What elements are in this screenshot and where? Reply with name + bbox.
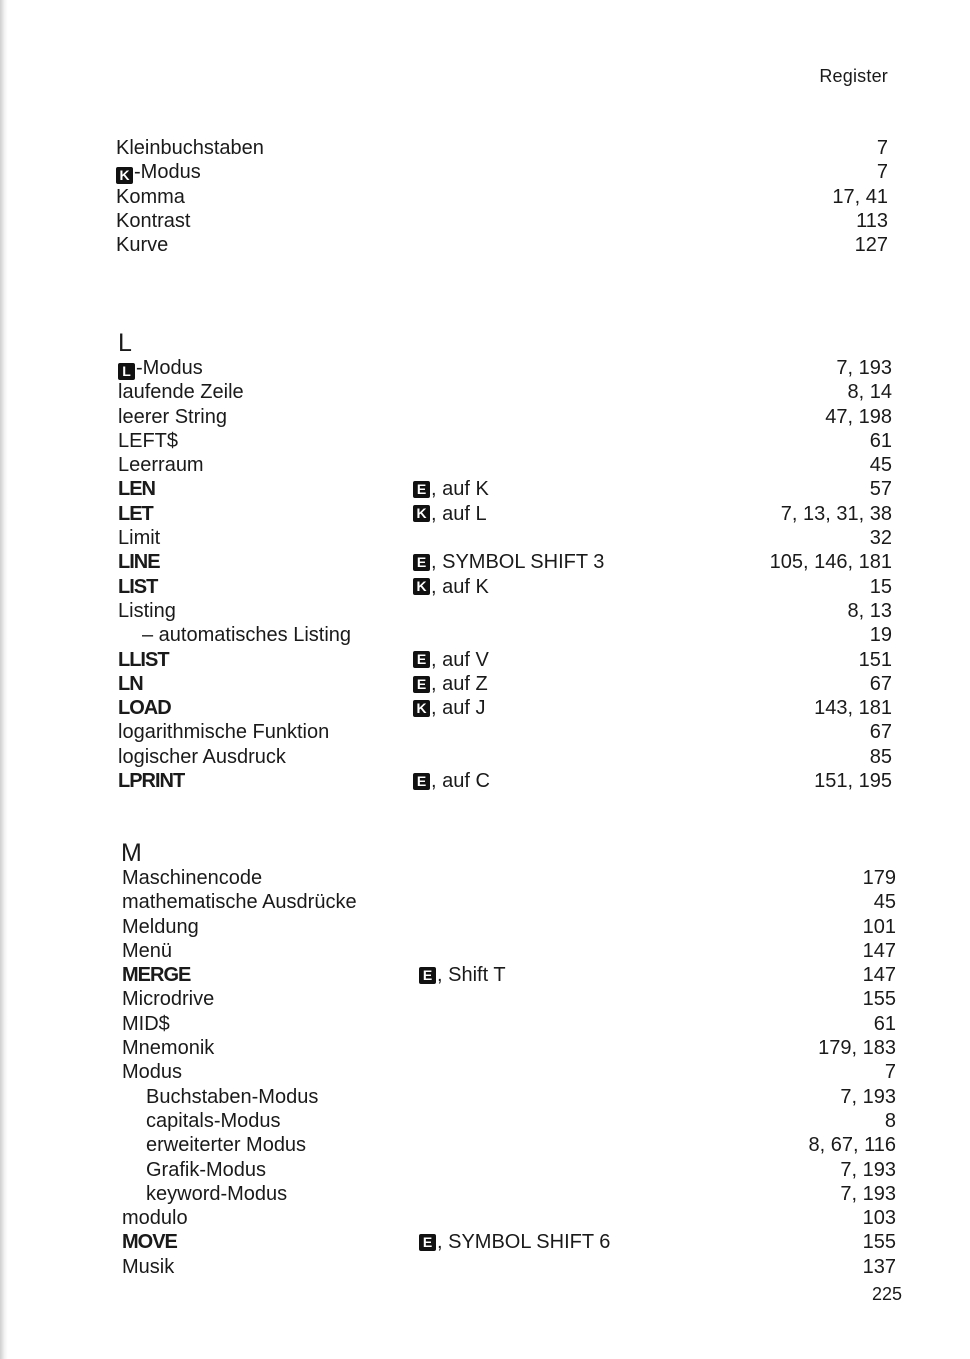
- entry-term: [122, 1012, 170, 1036]
- entry-term: [116, 160, 201, 184]
- key-hint-text: , auf K: [431, 478, 489, 501]
- entry-term: [122, 939, 172, 963]
- index-entry: [0, 185, 970, 209]
- index-entry: [0, 1012, 970, 1036]
- entry-term: [122, 1182, 287, 1206]
- entry-term-text: erweiterter Modus: [146, 1134, 307, 1157]
- key-hint-text: , auf L: [431, 502, 487, 525]
- entry-pages: 8, 67, 116: [808, 1134, 896, 1157]
- entry-pages: 67: [869, 721, 892, 744]
- entry-term: [116, 233, 168, 257]
- index-entry: [0, 575, 970, 599]
- entry-term-text: modulo: [122, 1207, 188, 1230]
- entry-term-text: Buchstaben-Modus: [146, 1085, 319, 1108]
- entry-term-text: Limit: [118, 527, 161, 550]
- entry-pages: 8: [884, 1109, 896, 1132]
- entry-term-text: LLIST: [118, 648, 169, 671]
- entry-term: [122, 1085, 318, 1109]
- entry-term-text: Microdrive: [122, 988, 215, 1011]
- entry-term: [122, 987, 214, 1011]
- key-badge: E: [419, 967, 436, 984]
- entry-term: [122, 1109, 281, 1133]
- entry-term-text: LINE: [118, 551, 160, 574]
- index-entry: [0, 429, 970, 453]
- entry-term: [118, 550, 160, 574]
- entry-pages: 8, 13: [847, 599, 892, 622]
- key-badge: E: [413, 773, 430, 790]
- entry-term: [118, 477, 155, 501]
- entry-pages: 147: [862, 939, 896, 962]
- entry-term-text: Kontrast: [116, 209, 191, 232]
- entry-pages: 7, 193: [840, 1182, 896, 1205]
- entry-term: [122, 1060, 182, 1084]
- section-letter: M: [121, 839, 142, 867]
- entry-key-hint: [413, 672, 488, 696]
- index-entry: [0, 866, 970, 890]
- entry-term-text: MID$: [122, 1012, 170, 1035]
- index-entry: [0, 720, 970, 744]
- index-section-l: [0, 330, 970, 793]
- index-entry: [0, 1109, 970, 1133]
- entry-term-text: mathematische Ausdrücke: [122, 891, 357, 914]
- entry-term: [118, 745, 286, 769]
- index-entry: [0, 623, 970, 647]
- entry-pages: 19: [869, 624, 892, 647]
- entry-pages: 113: [856, 209, 888, 232]
- entry-term: [118, 648, 169, 672]
- key-hint-text: , auf Z: [431, 672, 488, 695]
- index-entry: [0, 599, 970, 623]
- entry-term-text: LEFT$: [118, 429, 179, 452]
- entry-pages: 143, 181: [814, 697, 892, 720]
- index-entry: [0, 987, 970, 1011]
- entry-term-text: LN: [118, 672, 143, 695]
- index-entry: [0, 160, 970, 184]
- index-entry: [0, 502, 970, 526]
- entry-pages: 101: [862, 915, 896, 938]
- key-hint-text: , SYMBOL SHIFT 6: [437, 1231, 611, 1254]
- entry-term: [116, 185, 185, 209]
- index-entry: [0, 1206, 970, 1230]
- entry-pages: 7, 193: [840, 1158, 896, 1181]
- key-hint-text: , auf V: [431, 648, 489, 671]
- key-hint-text: , auf K: [431, 575, 489, 598]
- entry-term-text: Kurve: [116, 234, 169, 257]
- entry-term: [118, 720, 329, 744]
- entry-pages: 7, 193: [836, 357, 892, 379]
- entry-term-text: Modus: [122, 1061, 183, 1084]
- entry-term-text: capitals-Modus: [146, 1109, 281, 1132]
- key-badge: E: [419, 1234, 436, 1251]
- entry-term-text: Kleinbuchstaben: [116, 137, 264, 159]
- entry-term: [118, 575, 157, 599]
- entry-pages: 137: [862, 1255, 896, 1278]
- entry-term: [122, 890, 357, 914]
- key-badge: E: [413, 651, 430, 668]
- entry-pages: 147: [862, 964, 896, 987]
- section-letter: L: [118, 329, 132, 357]
- index-entry: [0, 233, 970, 257]
- entry-term-text: Leerraum: [118, 454, 204, 477]
- index-section-m: [0, 840, 970, 1279]
- entry-term-text: -Modus: [134, 161, 201, 184]
- entry-key-hint: [413, 550, 604, 574]
- entry-term-text: Grafik-Modus: [146, 1158, 267, 1181]
- entry-pages: 67: [869, 672, 892, 695]
- entry-term-text: logischer Ausdruck: [118, 745, 286, 768]
- entry-term: [122, 963, 190, 987]
- entry-pages: 47, 198: [825, 405, 892, 428]
- entry-term: [118, 672, 143, 696]
- entry-key-hint: [413, 648, 489, 672]
- entry-term: [118, 526, 160, 550]
- index-entry: [0, 356, 970, 380]
- entry-term: [118, 502, 153, 526]
- index-entry: [0, 696, 970, 720]
- entry-term: [118, 429, 178, 453]
- entry-term-text: Listing: [118, 599, 176, 622]
- index-entry: [0, 477, 970, 501]
- entry-pages: 57: [869, 478, 892, 501]
- entry-pages: 127: [854, 234, 888, 257]
- index-entry: [0, 526, 970, 550]
- index-entry: [0, 209, 970, 233]
- section-letter-row: [0, 330, 970, 356]
- entry-pages: 85: [869, 745, 892, 768]
- key-badge: K: [413, 700, 430, 717]
- key-hint-text: , SYMBOL SHIFT 3: [431, 551, 605, 574]
- index-entry: [0, 550, 970, 574]
- entry-term-text: keyword-Modus: [146, 1182, 288, 1205]
- entry-term: [122, 1133, 306, 1157]
- entry-term-text: Maschinencode: [122, 867, 263, 889]
- index-entry: [0, 915, 970, 939]
- key-badge: E: [413, 676, 430, 693]
- key-badge: E: [413, 554, 430, 571]
- entry-pages: 151, 195: [814, 770, 892, 793]
- entry-term-text: LIST: [118, 575, 158, 598]
- entry-key-hint: [413, 696, 485, 720]
- entry-term: [122, 1230, 177, 1254]
- entry-term: [122, 1255, 174, 1279]
- entry-term: [118, 453, 204, 477]
- index-entry: [0, 672, 970, 696]
- index-entry: [0, 380, 970, 404]
- entry-pages: 151: [858, 648, 892, 671]
- entry-pages: 179: [862, 867, 896, 889]
- key-hint-text: , Shift T: [437, 964, 506, 987]
- entry-term-text: -Modus: [136, 357, 203, 379]
- entry-term: [122, 1206, 188, 1230]
- entry-term-text: leerer String: [118, 405, 227, 428]
- entry-term-text: LEN: [118, 478, 155, 501]
- entry-term: [118, 356, 203, 380]
- page-header: Register: [819, 66, 888, 86]
- entry-pages: 7: [884, 1061, 896, 1084]
- entry-term-text: MOVE: [122, 1231, 177, 1254]
- entry-pages: 7, 13, 31, 38: [780, 502, 892, 525]
- entry-term-text: MERGE: [122, 964, 191, 987]
- index-entry: [0, 1255, 970, 1279]
- index-entry: [0, 1133, 970, 1157]
- index-entry: [0, 939, 970, 963]
- mode-key-badge: K: [116, 167, 133, 184]
- key-badge: E: [413, 481, 430, 498]
- entry-term-text: logarithmische Funktion: [118, 721, 330, 744]
- index-entry: [0, 1230, 970, 1254]
- entry-term: [122, 866, 262, 890]
- index-entry: [0, 1182, 970, 1206]
- entry-key-hint: [413, 769, 490, 793]
- entry-term: [122, 915, 199, 939]
- entry-pages: 179, 183: [818, 1037, 896, 1060]
- entry-term: [118, 696, 171, 720]
- entry-pages: 17, 41: [832, 185, 888, 208]
- entry-pages: 45: [869, 454, 892, 477]
- entry-term-text: LPRINT: [118, 770, 185, 793]
- entry-term-text: – automatisches Listing: [142, 624, 352, 647]
- entry-term-text: LET: [118, 502, 153, 525]
- entry-pages: 61: [869, 429, 892, 452]
- entry-pages: 15: [869, 575, 892, 598]
- key-badge: K: [413, 505, 430, 522]
- entry-term: [118, 380, 244, 404]
- entry-key-hint: [419, 963, 506, 987]
- entry-term-text: LOAD: [118, 697, 171, 720]
- index-entry: [0, 890, 970, 914]
- key-hint-text: , auf C: [431, 770, 490, 793]
- key-badge: K: [413, 578, 430, 595]
- entry-key-hint: [413, 502, 487, 526]
- index-entry: [0, 963, 970, 987]
- entry-pages: 105, 146, 181: [769, 551, 892, 574]
- index-entry: [0, 1060, 970, 1084]
- entry-pages: 155: [862, 988, 896, 1011]
- index-entry: [0, 1158, 970, 1182]
- entry-term-text: Musik: [122, 1255, 175, 1278]
- entry-term: [122, 1036, 214, 1060]
- entry-term: [118, 405, 227, 429]
- entry-term: [118, 599, 176, 623]
- entry-term-text: Mnemonik: [122, 1037, 215, 1060]
- entry-pages: 155: [862, 1231, 896, 1254]
- entry-pages: 45: [873, 891, 896, 914]
- section-letter-row: [0, 840, 970, 866]
- entry-pages: 7, 193: [840, 1085, 896, 1108]
- index-section-k: [0, 136, 970, 257]
- entry-key-hint: [413, 575, 489, 599]
- entry-pages: 32: [869, 527, 892, 550]
- index-entry: [0, 453, 970, 477]
- entry-term-text: Menü: [122, 939, 173, 962]
- index-entry: [0, 769, 970, 793]
- entry-term-text: laufende Zeile: [118, 381, 244, 404]
- index-entry: [0, 648, 970, 672]
- entry-term: [118, 769, 184, 793]
- entry-term: [116, 209, 190, 233]
- index-entry: [0, 745, 970, 769]
- mode-key-badge: L: [118, 363, 135, 380]
- index-entry: [0, 1085, 970, 1109]
- entry-pages: 7: [876, 161, 888, 184]
- entry-key-hint: [419, 1230, 610, 1254]
- entry-term-text: Komma: [116, 185, 185, 208]
- entry-pages: 61: [873, 1012, 896, 1035]
- entry-term: [122, 1158, 266, 1182]
- entry-pages: 103: [862, 1207, 896, 1230]
- index-entry: [0, 136, 970, 160]
- entry-term: [116, 136, 264, 160]
- entry-pages: 8, 14: [847, 381, 892, 404]
- page-number: 225: [871, 1284, 902, 1304]
- entry-pages: 7: [876, 137, 888, 159]
- index-entry: [0, 405, 970, 429]
- entry-term-text: Meldung: [122, 915, 199, 938]
- key-hint-text: , auf J: [431, 697, 486, 720]
- entry-term: [118, 623, 351, 647]
- entry-key-hint: [413, 477, 489, 501]
- index-entry: [0, 1036, 970, 1060]
